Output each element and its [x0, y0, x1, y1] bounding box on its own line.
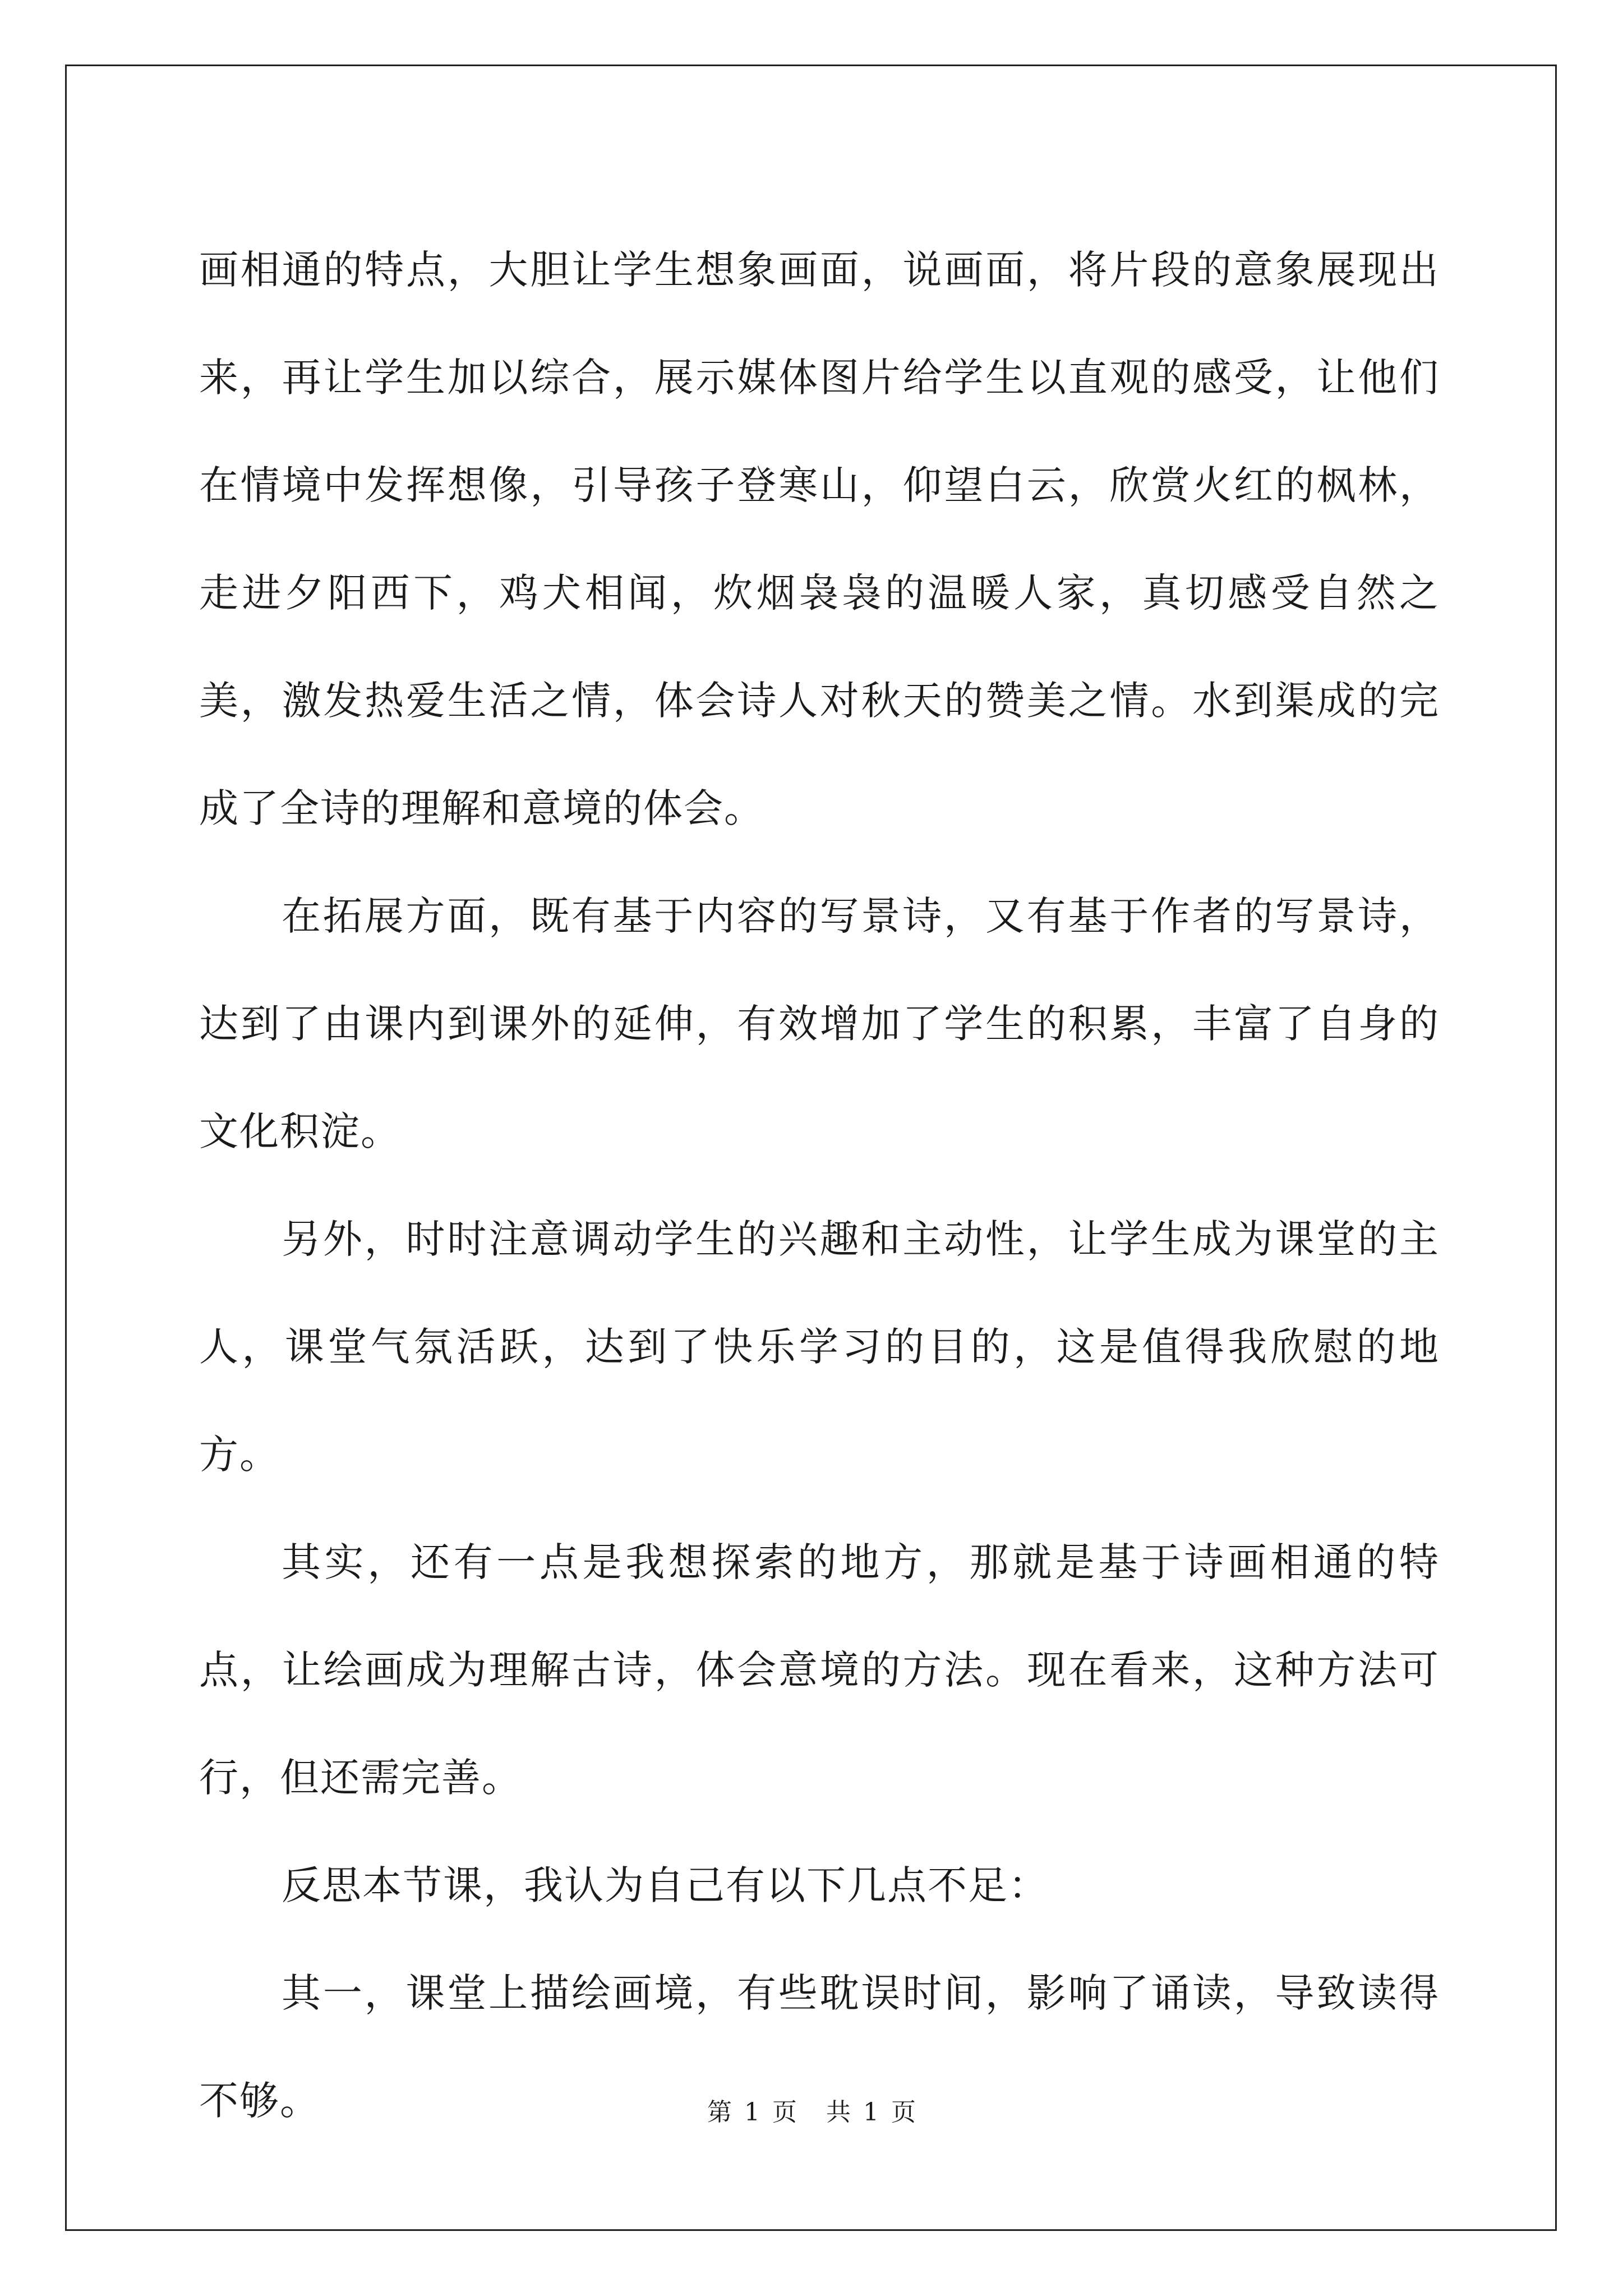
paragraph-5: 反思本节课，我认为自己有以下几点不足： [282, 1862, 1049, 1908]
current-page-number: 第 1 页 [707, 2098, 797, 2127]
total-page-count: 共 1 页 [826, 2098, 916, 2127]
paragraph-4: 其实，还有一点是我想探索的地方，那就是基于诗画相通的特点，让绘画成为理解古诗，体会意境的方法。现在看来，这种方法可行，但还需完善。 [199, 1539, 1440, 1801]
page-footer [0, 2096, 1623, 2129]
paragraph-1: 画相通的特点，大胆让学生想象画面，说画面，将片段的意象展现出来，再让学生加以综合，展示媒体图片给学生以直观的感受，让他们在情境中发挥想像，引导孩子登寒山，仰望白云，欣赏火红的枫林，走进夕阳西下，鸡犬相闻，炊烟袅袅的温暖人家，真切感受自然之美，激发热爱生活之情，体会诗人对秋天的赞美之情。水到渠成的完成了全诗的理解和意境的体会。 [199, 247, 1440, 831]
document-body [199, 216, 1440, 2155]
paragraph-2: 在拓展方面，既有基于内容的写景诗，又有基于作者的写景诗，达到了由课内到课外的延伸，有效增加了学生的积累，丰富了自身的文化积淀。 [199, 893, 1440, 1154]
paragraph-3: 另外，时时注意调动学生的兴趣和主动性，让学生成为课堂的主人，课堂气氛活跃，达到了快乐学习的目的，这是值得我欣慰的地方。 [199, 1216, 1440, 1478]
paragraph-6: 其一，课堂上描绘画境，有些耽误时间，影响了诵读，导致读得不够。 [199, 1970, 1440, 2124]
